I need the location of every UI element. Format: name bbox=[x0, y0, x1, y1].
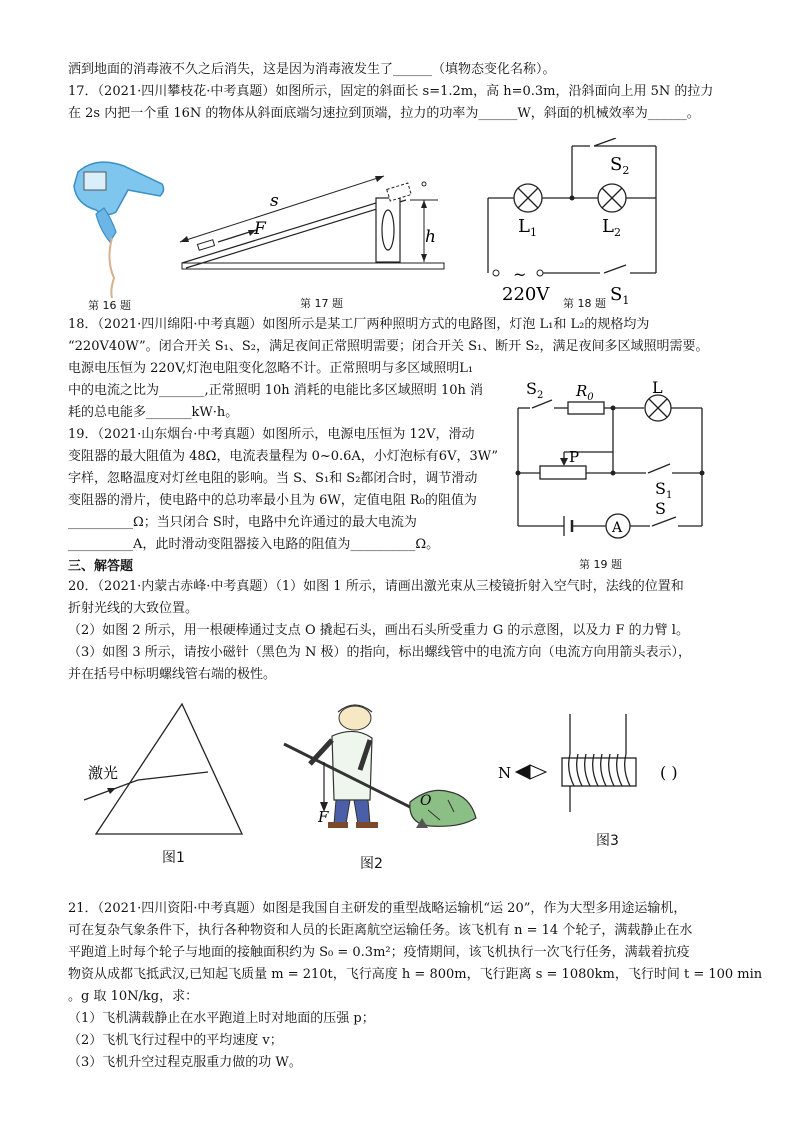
text-line-q19-1: 19．（2021·山东烟台·中考真题）如图所示，电源电压恒为 12V，滑动 bbox=[68, 427, 475, 442]
label-paren: ( ) bbox=[660, 763, 678, 782]
caption-img1: 图1 bbox=[162, 850, 185, 866]
text-line-q18-3: 电源电压恒为 220V,灯泡电阻变化忽略不计。正常照明与多区域照明L₁ bbox=[68, 361, 474, 376]
text-line-q20-2: 折射光线的大致位置。 bbox=[68, 601, 199, 616]
text-line-q20-5: 并在括号中标明螺线管右端的极性。 bbox=[68, 667, 277, 682]
label-S1-fig19: $S_1$ bbox=[655, 479, 673, 501]
text-line-q21-6: （1）飞机满载静止在水平跑道上时对地面的压强 p； bbox=[68, 1011, 375, 1026]
label-tilde: ~ bbox=[513, 265, 527, 284]
label-N: N bbox=[498, 764, 512, 782]
section-title: 三、解答题 bbox=[68, 559, 134, 574]
label-s: s bbox=[270, 191, 279, 211]
label-F-fig2: F bbox=[318, 808, 329, 826]
prism-figure bbox=[78, 700, 248, 840]
text-line-q21-3: 平跑道上时每个轮子与地面的接触面积约为 S₀ = 0.3m²；疫情期间，该飞机执行一次飞行任务，满载着抗疫 bbox=[68, 945, 690, 960]
label-laser: 激光 bbox=[88, 764, 119, 782]
text-line-q21-5: 。g 取 10N/kg，求： bbox=[68, 989, 199, 1004]
text-line-q21-8: （3）飞机升空过程克服重力做的功 W。 bbox=[68, 1055, 302, 1070]
text-line-q16-end: 洒到地面的消毒液不久之后消失，这是因为消毒液发生了______（填物态变化名称）。 bbox=[68, 62, 556, 77]
caption-fig19: 第 19 题 bbox=[579, 558, 622, 571]
caption-fig18: 第 18 题 bbox=[563, 297, 606, 310]
label-L2: $L_2$ bbox=[602, 216, 621, 239]
text-line-q21-7: （2）飞机飞行过程中的平均速度 v； bbox=[68, 1033, 283, 1048]
circuit-fig18 bbox=[482, 138, 672, 310]
text-line-q21-2: 可在复杂气象条件下，执行各种物资和人员的长距离航空运输任务。该飞机有 n = 14 个轮子，满载静止在水 bbox=[68, 923, 693, 938]
text-line-q19-2: 变阻器的最大阻值为 48Ω，电流表量程为 0~0.6A，小灯泡标有6V，3W” bbox=[68, 449, 498, 464]
caption-fig16: 第 16 题 bbox=[88, 299, 131, 312]
label-O: O bbox=[420, 793, 432, 809]
label-F: F bbox=[254, 219, 266, 239]
text-line-q20-4: （3）如图 3 所示，请按小磁针（黑色为 N 极）的指向，标出螺线管中的电流方向（电流方向用箭头表示）， bbox=[68, 645, 691, 660]
text-line-q19-5: __________Ω；当只闭合 S时，电路中允许通过的最大电流为 bbox=[68, 515, 417, 530]
label-L1: $L_1$ bbox=[518, 216, 537, 239]
label-P: P bbox=[569, 448, 580, 466]
text-line-q20-1: 20．（2021·内蒙古赤峰·中考真题）（1）如图 1 所示，请画出激光束从三棱镜折射入空气时，法线的位置和 bbox=[68, 579, 684, 594]
text-line-q18-1: 18．（2021·四川绵阳·中考真题）如图所示是某工厂两种照明方式的电路图，灯泡 L₁和 L₂的规格均为 bbox=[68, 317, 650, 332]
ammeter-label: A bbox=[612, 520, 623, 536]
label-S1: $S_1$ bbox=[610, 284, 630, 307]
caption-img3: 图3 bbox=[596, 833, 619, 849]
caption-img2: 图2 bbox=[360, 856, 383, 872]
label-S-fig19: S bbox=[655, 499, 666, 518]
label-220V: 220V bbox=[502, 284, 550, 305]
text-line-q18-4: 中的电流之比为_______,正常照明 10h 消耗的电能比多区域照明 10h 消 bbox=[68, 383, 483, 398]
text-line-q20-3: （2）如图 2 所示，用一根硬棒通过支点 O 撬起石头，画出石头所受重力 G 的示意图，以及力 F 的力臂 l。 bbox=[68, 623, 689, 638]
text-line-q17-2: 在 2s 内把一个重 16N 的物体从斜面底端匀速拉到顶端，拉力的功率为______W，斜面的机械效率为______。 bbox=[68, 106, 700, 121]
text-line-q21-1: 21．（2021·四川资阳·中考真题）如图是我国自主研发的重型战略运输机“运 20”，作为大型多用途运输机， bbox=[68, 901, 687, 916]
text-line-q21-4: 物资从成都飞抵武汉,已知起飞质量 m = 210t，飞行高度 h = 800m，飞行距离 s = 1080km，飞行时间 t = 100 min bbox=[68, 967, 763, 982]
label-S2: $S_2$ bbox=[610, 154, 630, 177]
inclined-plane-figure bbox=[170, 160, 455, 275]
text-line-q19-3: 字样，忽略温度对灯丝电阻的影响。当 S、S₁和 S₂都闭合时，调节滑动 bbox=[68, 471, 478, 486]
circuit-fig19 bbox=[510, 378, 710, 553]
text-line-q18-2: “220V40W”。闭合开关 S₁、S₂，满足夜间正常照明需要；闭合开关 S₁、断开 S₂，满足夜间多区域照明需要。 bbox=[68, 339, 709, 354]
label-h: h bbox=[425, 227, 436, 247]
text-line-q19-4: 变阻器的滑片，使电路中的总功率最小且为 6W，定值电阻 R₀的阻值为 bbox=[68, 493, 477, 508]
text-line-q18-5: 耗的总电能多_______kW·h。 bbox=[68, 405, 239, 420]
thermometer-gun-figure bbox=[66, 150, 166, 300]
label-R0: $R_0$ bbox=[576, 382, 594, 403]
text-line-q17-1: 17．（2021·四川攀枝花·中考真题）如图所示，固定的斜面长 s=1.2m，高 h=0.3m，沿斜面向上用 5N 的拉力 bbox=[68, 84, 714, 99]
lever-figure bbox=[280, 700, 490, 845]
label-L-fig19: L bbox=[652, 378, 663, 397]
label-S2-fig19: $S_2$ bbox=[526, 379, 544, 401]
caption-fig17: 第 17 题 bbox=[300, 297, 343, 310]
text-line-q19-6: __________A，此时滑动变阻器接入电路的阻值为__________Ω。 bbox=[68, 537, 440, 552]
solenoid-figure bbox=[494, 708, 714, 818]
